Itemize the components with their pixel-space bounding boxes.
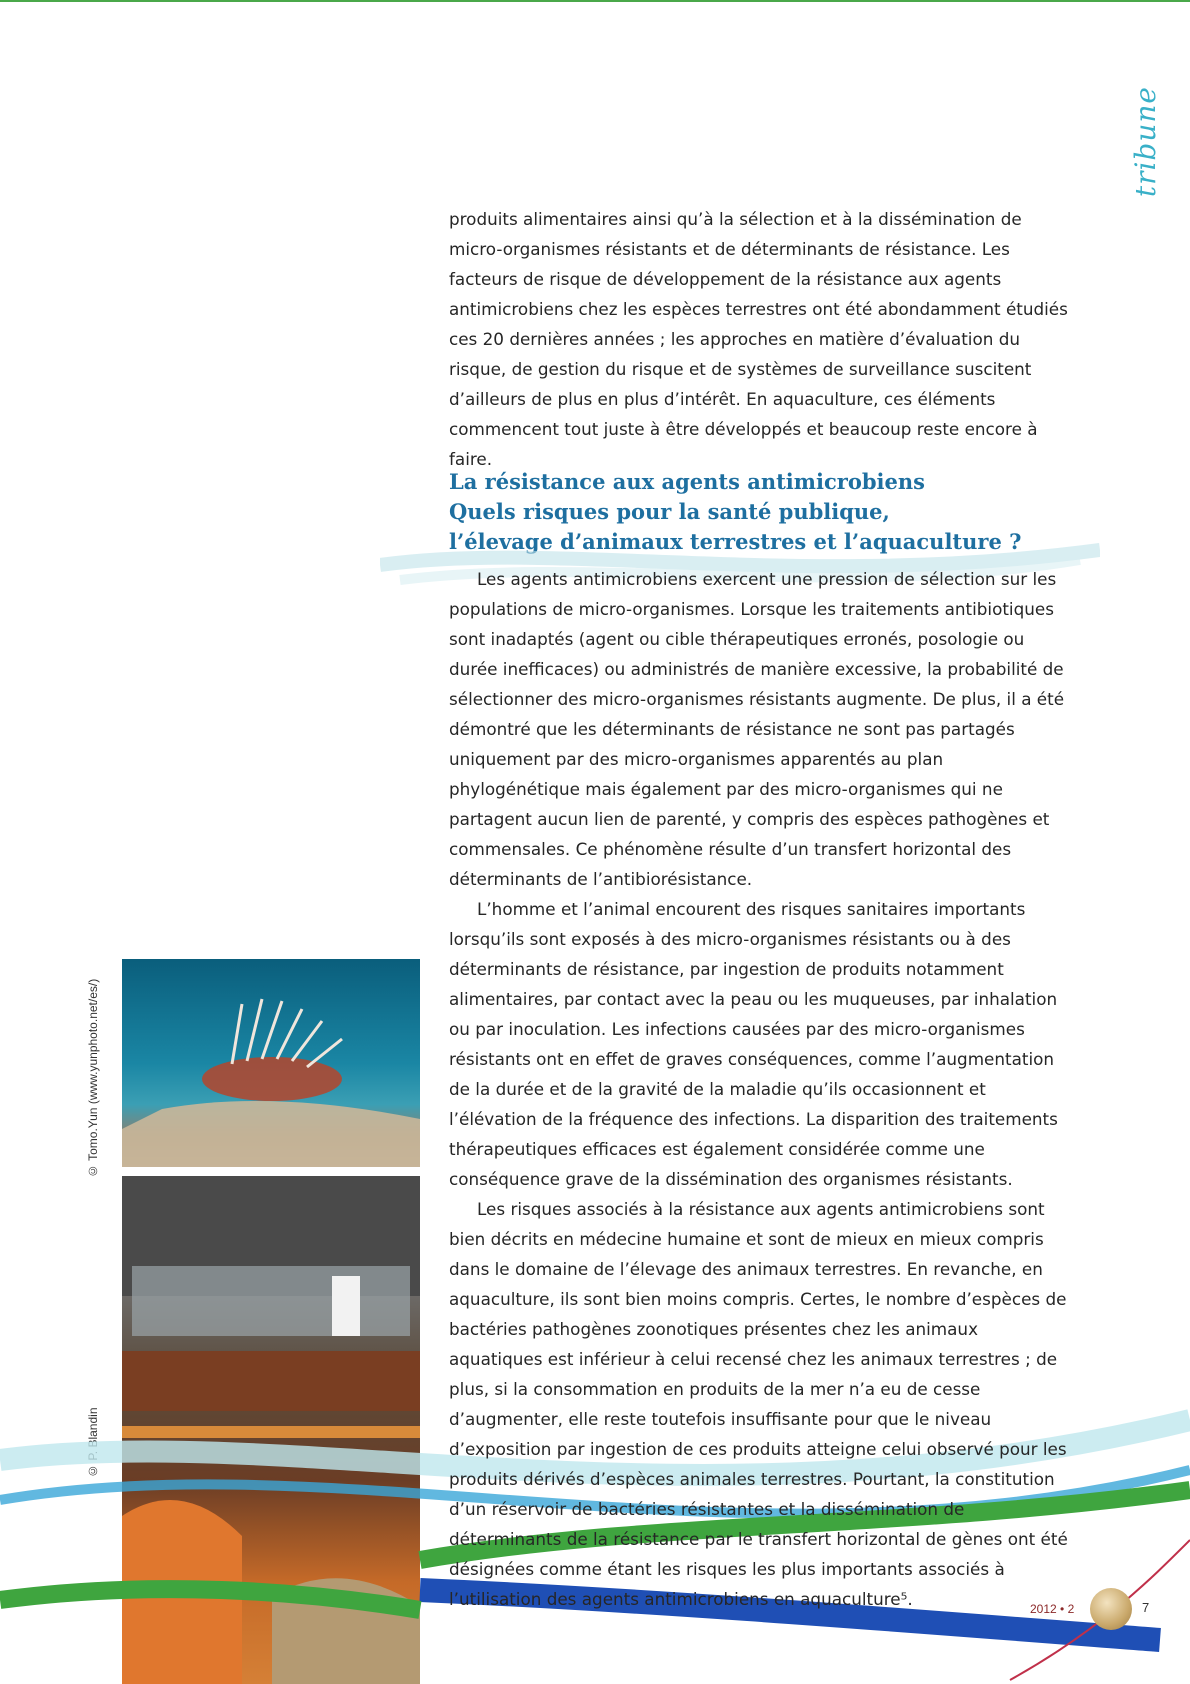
issue-label: 2012 • 2 <box>1030 1602 1075 1616</box>
article-body <box>449 564 1071 1614</box>
paragraph: Les agents antimicrobiens exercent une pression de sélection sur les populations de micro-organismes. Lorsque les traitements antibiotiques sont inadaptés (agent ou cible thérapeutiques erronés, posologie ou durée inefficaces) ou administrés de manière excessive, la probabilité de sélectionner des micro-organismes résistants augmente. De plus, il a été démontré que les déterminants de résistance ne sont pas partagés uniquement par des micro-organismes apparentés au plan phylogénétique mais également par des micro-organismes qui ne partagent aucun lien de parenté, y compris des espèces pathogènes et commensales. Ce phénomène résulte d’un transfert horizontal des déterminants de l’antibiorésistance. <box>449 569 1065 889</box>
section-label: tribune <box>1129 86 1162 198</box>
page-number: 7 <box>1142 1600 1150 1615</box>
heading-line-3: l’élevage d’animaux terrestres et l’aquaculture ? <box>449 529 1022 554</box>
paragraph: Les risques associés à la résistance aux agents antimicrobiens sont bien décrits en médecine humaine et sont de mieux en mieux compris dans le domaine de l’élevage des animaux terrestres. En revanche, en aquaculture, ils sont bien moins compris. Certes, le nombre d’espèces de bactéries pathogènes zoonotiques présentes chez les animaux aquatiques est inférieur à celui recensé chez les animaux terrestres ; de plus, si la consommation en produits de la mer n’a eu de cesse d’augmenter, elle reste toutefois insuffisante pour que le niveau d’exposition par ingestion de ces produits atteigne celui observé pour les produits dérivés d’espèces animales terrestres. Pourtant, la constitution d’un réservoir de bactéries résistantes et la dissémination de déterminants de la résistance par le transfert horizontal de gènes ont été désignées comme étant les risques les plus importants associés à l’utilisation des agents antimicrobiens en aquaculture⁵. <box>449 1199 1068 1609</box>
intro-paragraph <box>449 204 1071 474</box>
intro-text: produits alimentaires ainsi qu’à la sélection et à la dissémination de micro-organismes résistants et de déterminants de résistance. Les facteurs de risque de développement de la résistance aux agents antimicrobiens chez les espèces terrestres ont été abondamment étudiés ces 20 dernières années ; les approches en matière d’évaluation du risque, de gestion du risque et de systèmes de surveillance suscitent d’ailleurs de plus en plus d’intérêt. En aquaculture, ces éléments commencent tout juste à être développés et beaucoup reste encore à faire. <box>449 209 1068 469</box>
paragraph: L’homme et l’animal encourent des risques sanitaires importants lorsqu’ils sont exposés à des micro-organismes résistants ou à des déterminants de résistance, par ingestion de produits notamment alimentaires, par contact avec la peau ou les muqueuses, par inhalation ou par inoculation. Les infections causées par des micro-organismes résistants ont en effet de graves conséquences, comme l’augmentation de la durée et de la gravité de la maladie qu’ils occasionnent et l’élévation de la fréquence des infections. La disparition des traitements thérapeutiques efficaces est également considérée comme une conséquence grave de la dissémination des organismes résistants. <box>449 899 1058 1189</box>
photo-credit-market: © P. Blandin <box>86 1407 100 1478</box>
lionfish-illustration <box>122 959 420 1167</box>
lionfish-photo <box>122 959 420 1167</box>
globe-icon <box>1090 1588 1132 1630</box>
top-rule <box>0 0 1190 2</box>
heading-line-1: La résistance aux agents antimicrobiens <box>449 469 925 494</box>
photo-credit-lionfish: © Tomo.Yun (www.yunphoto.net/es/) <box>86 978 100 1178</box>
heading-line-2: Quels risques pour la santé publique, <box>449 499 890 524</box>
